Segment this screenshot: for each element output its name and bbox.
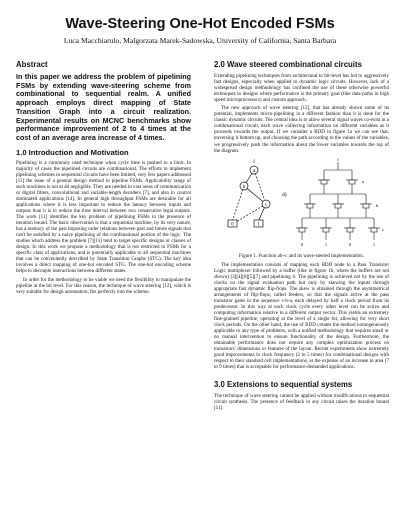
impl-input-0-b: 0	[348, 241, 352, 247]
section3-heading: 3.0 Extensions to sequential systems	[214, 379, 353, 389]
section3-paragraph-1: The technique of wave steering cannot be applied without modifications to sequential circuit synthesis. The presence of feedback in any circuit raises the iteration bound [11].	[214, 392, 389, 411]
transistor-gates	[299, 180, 377, 232]
impl-gate-label-c: c	[382, 226, 384, 232]
intro-paragraph-1: Pipelining is a commonly used technique when cycle time is pushed to a limit. In majority of cases the pipelined circuits are combinational. The efforts to implement pipelining schemes in sequential circuits have been limited, very few papers addressed [11] the issue of a general design method to pipeline FSMs. Applicability range of such machines is not at all negligible. They are needed in vast areas of communication or digital filters, convolutional and variable-length decoders [7], and also in control dominated applications [14]. In general high throughput FSMs are desirable for all applications where it is less important to reduce the latency between inputs and outputs than it is to reduce the time interval between two consecutive legal outputs. The work [11] identifies the key problem of pipelining FSMs in the presence of iteration bound. The basic observation is that a sequential machine, by its very nature, has a memory of the past imposing order relations between past and future signals that can't be satisfied by a naive pipelining of the combinational portion of the logic. The studies which address the problem [7][11] tend to target specific designs or classes of design. In this work we propose a methodology that is not restricted to FSMs for a specific class of applications, and is potentially applicable to all sequential machines that can be conveniently described by State Transition Graphs (STG). The key idea involves a direct mapping of one-hot encoded STG. The one-hot encoding scheme helps to decouple interactions between different states.	[16, 159, 191, 275]
bdd-label-b: b	[242, 184, 246, 190]
right-column	[214, 56, 389, 413]
intro-paragraph-2: In order for the methodology to be viable we need the flexibility to manipulate the pipeline at the bit level. For this reason, the technique of wave steering [12], which is very suitable for design automation, fits perfectly into the scheme.	[16, 276, 191, 295]
intro-heading: 1.0 Introduction and Motivation	[16, 147, 129, 157]
impl-output-label: f	[337, 156, 339, 162]
impl-gate-label-b: b	[376, 202, 379, 208]
figure-part-label: d)	[282, 191, 287, 198]
impl-input-1-b: 1	[372, 241, 376, 247]
impl-input-0-a: 0	[300, 241, 304, 247]
section2-paragraph-2: The new approach of wave steering [12], that has already shown some of its potential, implements micro-pipelining in a different fashion than it is done for the classic dynamic circuits. The central idea is to allow several signal waves co-exist in a combinational circuit, each wave collecting information on different variables as it proceeds towards the output. If we consider a BDD in figure 1a we can see that, traversing it bottom up, and choosing the path according to the values of the variables, we progressively push the information about the lower variables towards the top of the diagram.	[214, 105, 389, 154]
paper-authors: Luca Macchiarulo, Malgorzata Marek-Sadowska, University of California, Santa Barbara	[63, 36, 337, 45]
abstract-text: In this paper we address the problem of pipelining FSMs by extending wave-steering scheme from combinational to sequential realm. A unified approach employs direct mapping of State Transition Graph into a circuit realization. Experimental results on MCNC benchmarks show performance improvement of 2 to 4 times at the cost of an average area increase of 4 times.	[16, 72, 191, 142]
section2-paragraph-1: Extending pipelining techniques from architectural to bit-level has led to aggressively fast designs, especially when applied to dynamic logic circuits. However, lack of a widespread design methodology has confined the use of these otherwise powerful techniques to designs where performance is the primary goal (like data-paths in high speed microprocessors) and custom approach.	[214, 73, 389, 104]
paper-title: Wave-Steering One-Hot Encoded FSMs	[65, 16, 335, 32]
section2-paragraph-3: The implementation consists of mapping each BDD node to a Pass Transistor Logic multiplexer followed by a buffer (like in figure 1b, where the buffers are not shown) [3][4][6][5][7] and pipelining it. The pipelining is achieved not by the use of clocks on the signal evaluation path but only by skewing the inputs through appropriate fast dynamic flip-flops. The skew is obtained through the asymmetrical arrangements of flip-flops, called feeders, so that the signals arrive at the pass transistor gates in the sequence c-b-a, each delayed by half a clock period from its predecessor. In this way at each clock cycle every other level can be active and computing information relative to a different output vector. This yields an extremely fine-grained pipeline, operating at the level of a single bit, allowing for very short clock periods. On the other hand, the use of BDD creates the method homogeneously applicable to any type of problems, with a unified methodology that requires small or no manual intervention to ensure functionality of the design. Furthermore, the obtainable performance does not require any complex optimization process on transistors' dimensions or features of the layout. Recent experiments show extremely good improvements in clock frequency (2 to 5 times) for combinational designs with respect to their standard cell implementations, at the expense of an increase in area (7 to 9 times) that is acceptable for performance-demanded applications.	[214, 261, 389, 371]
figure-1	[214, 156, 389, 251]
bdd-label-a: a	[252, 168, 256, 174]
impl-gate-label-a: a	[362, 178, 364, 184]
bdd-label-c: c	[264, 202, 268, 208]
figure-1-diagram	[214, 156, 389, 251]
pass-transistor-network	[296, 162, 380, 240]
bdd-edges	[232, 170, 266, 222]
bdd-output-label: f	[253, 159, 255, 165]
abstract-heading: Abstract	[16, 60, 48, 69]
impl-input-1-a: 1	[324, 241, 328, 247]
figure-1-caption: Figure 1. Function ab+c and its wave-steered implementation.	[238, 252, 365, 259]
left-column	[16, 56, 191, 297]
section2-heading: 2.0 Wave steered combinational circuits	[214, 60, 362, 69]
bdd-label-1: 1	[257, 222, 260, 228]
bdd-label-0: 0	[231, 222, 234, 228]
